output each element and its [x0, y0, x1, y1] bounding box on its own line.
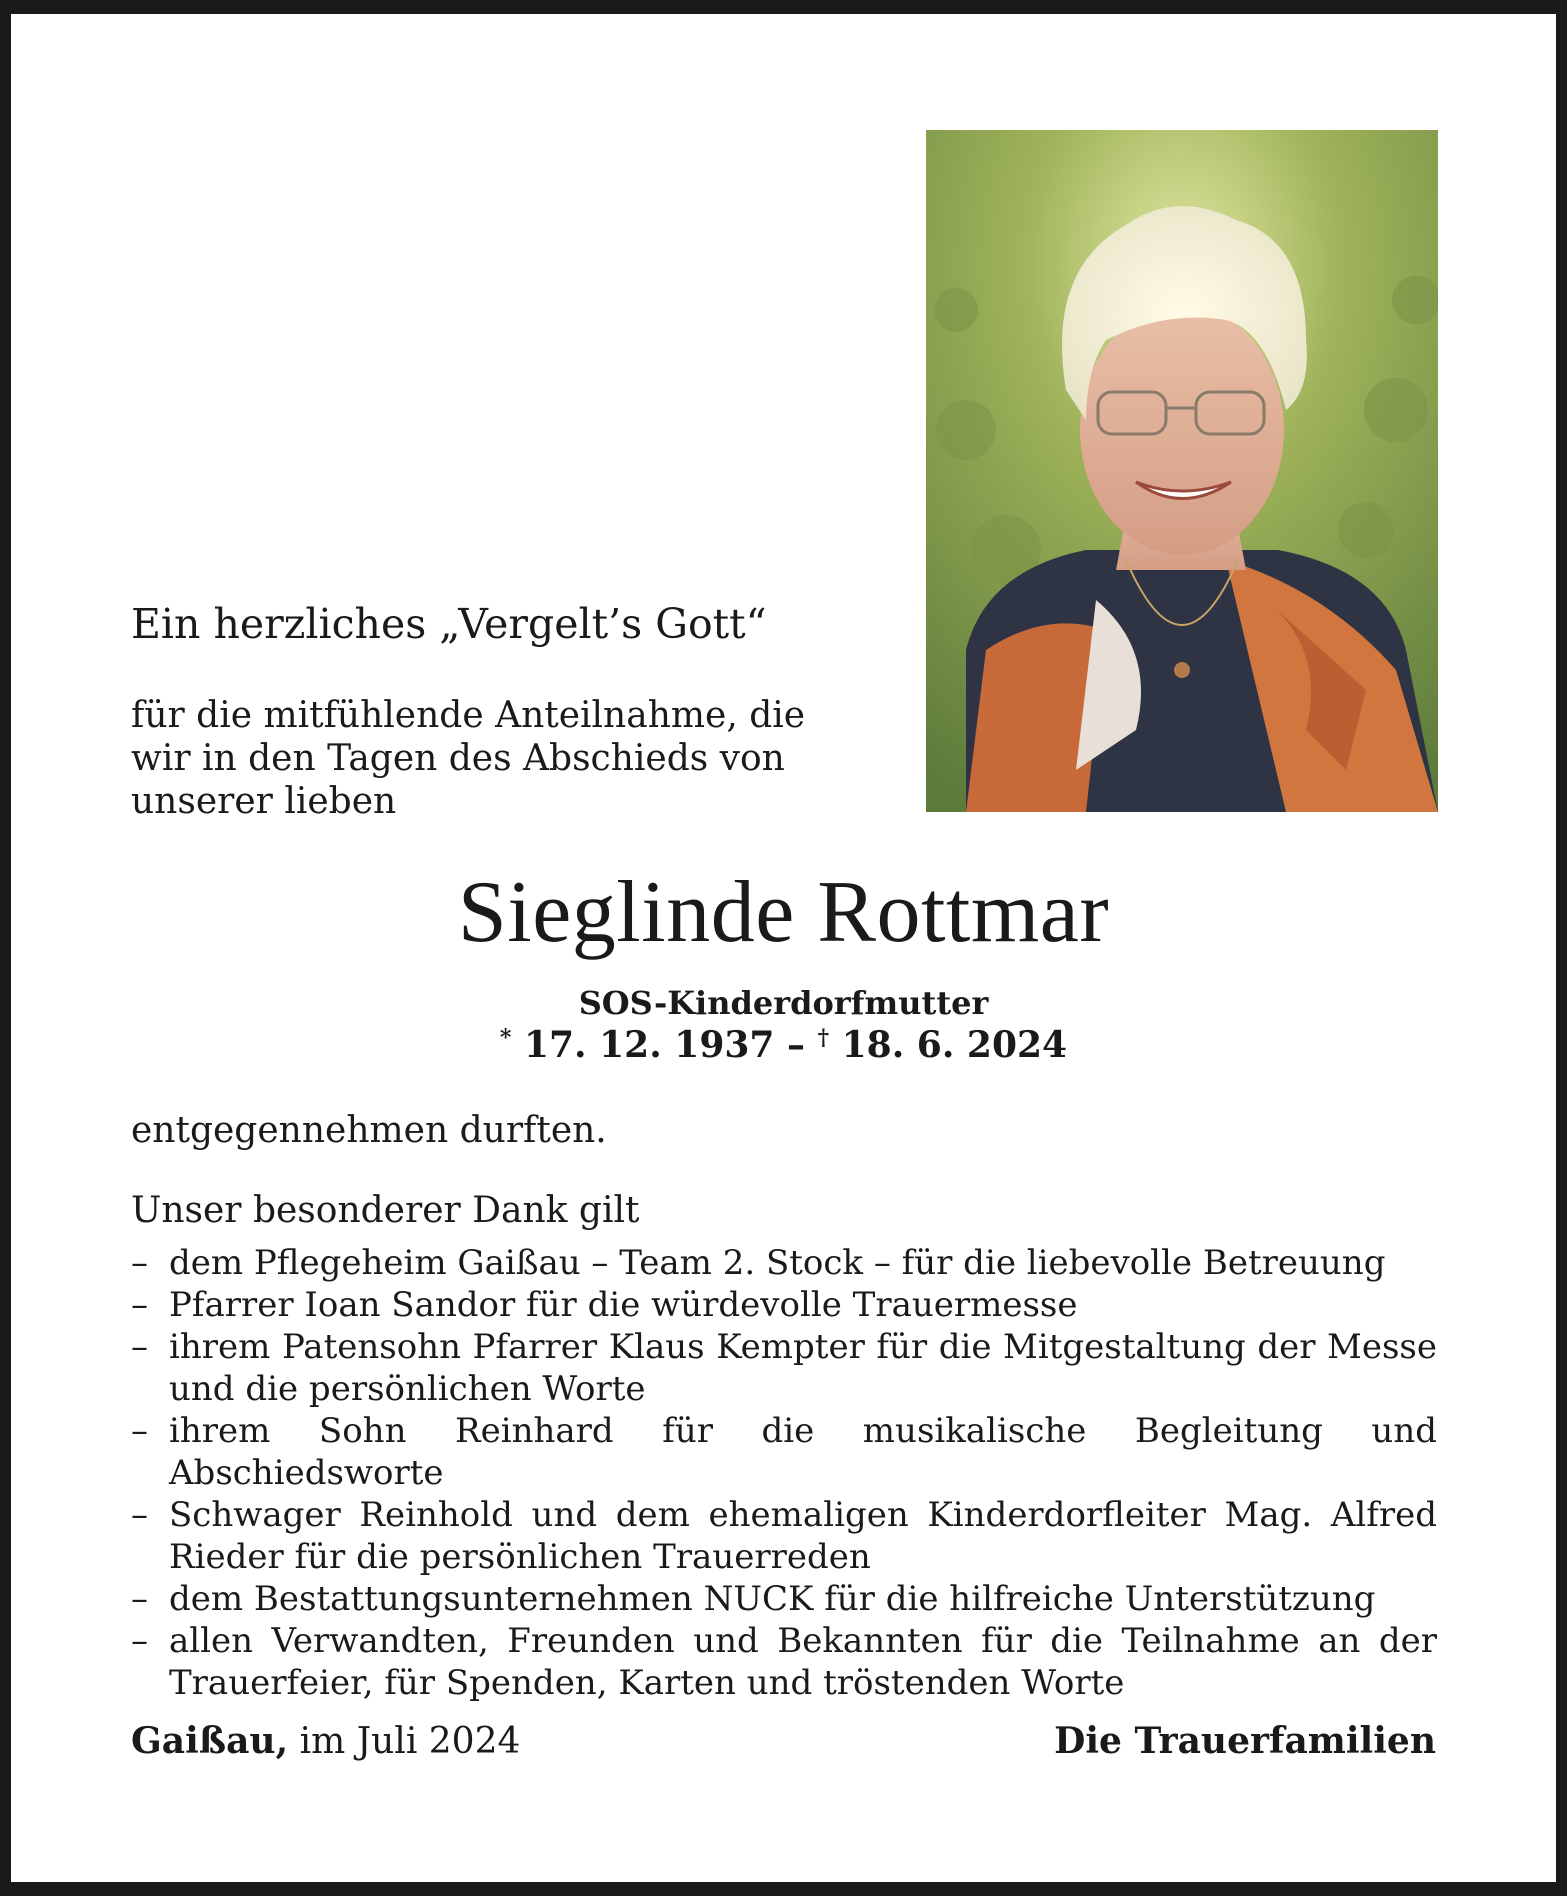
list-item-text: dem Pflegeheim Gaißau – Team 2. Stock – für die liebevolle Betreuung [169, 1243, 1386, 1283]
list-item [131, 1494, 1437, 1578]
list-item [131, 1410, 1437, 1494]
death-date: 18. 6. 2024 [841, 1024, 1068, 1066]
list-dash: – [131, 1579, 148, 1619]
footer-signature: Die Trauerfamilien [1054, 1720, 1436, 1762]
list-item-text: ihrem Patensohn Pfarrer Klaus Kempter für die Mitgestaltung der Messe und die persönlichen Worte [169, 1327, 1437, 1409]
list-dash: – [131, 1495, 148, 1535]
list-dash: – [131, 1327, 148, 1367]
list-item [131, 1242, 1437, 1284]
thanks-list [131, 1242, 1437, 1704]
birth-date: 17. 12. 1937 [523, 1024, 775, 1066]
death-symbol: † [817, 1025, 830, 1051]
footer-place: Gaißau, [131, 1720, 289, 1762]
list-item [131, 1578, 1437, 1620]
footer-place-date [131, 1720, 520, 1762]
list-dash: – [131, 1621, 148, 1661]
list-item [131, 1284, 1437, 1326]
closing-text: entgegennehmen durften. [131, 1110, 607, 1151]
portrait-photo [926, 130, 1438, 812]
list-item-text: ihrem Sohn Reinhard für die musikalische Begleitung und Abschiedsworte [169, 1411, 1437, 1493]
list-item-text: Schwager Reinhold und dem ehemaligen Kinderdorfleiter Mag. Alfred Rieder für die persönlichen Trauerreden [169, 1495, 1437, 1577]
list-dash: – [131, 1411, 148, 1451]
list-dash: – [131, 1285, 148, 1325]
list-item [131, 1326, 1437, 1410]
intro-line: für die mitfühlende Anteilnahme, die [131, 695, 806, 736]
intro-heading: Ein herzliches „Vergelt’s Gott“ [131, 600, 767, 648]
list-item [131, 1620, 1437, 1704]
intro-line: unserer lieben [131, 781, 397, 822]
date-separator: – [787, 1024, 806, 1066]
life-dates [0, 1024, 1567, 1066]
birth-symbol: * [499, 1025, 512, 1051]
intro-text [131, 694, 811, 823]
list-item-text: Pfarrer Ioan Sandor für die würdevolle Trauermesse [169, 1285, 1078, 1325]
list-item-text: allen Verwandten, Freunden und Bekannten für die Teilnahme an der Trauerfeier, für Spenden, Karten und tröstenden Worte [169, 1621, 1437, 1703]
deceased-name: Sieglinde Rottmar [457, 864, 1110, 961]
thanks-heading: Unser besonderer Dank gilt [131, 1190, 640, 1231]
list-dash: – [131, 1243, 148, 1283]
intro-line: wir in den Tagen des Abschieds von [131, 738, 785, 779]
deceased-role: SOS-Kinderdorfmutter [578, 984, 989, 1022]
list-item-text: dem Bestattungsunternehmen NUCK für die hilfreiche Unterstützung [169, 1579, 1376, 1619]
footer-date: im Juli 2024 [299, 1721, 521, 1762]
